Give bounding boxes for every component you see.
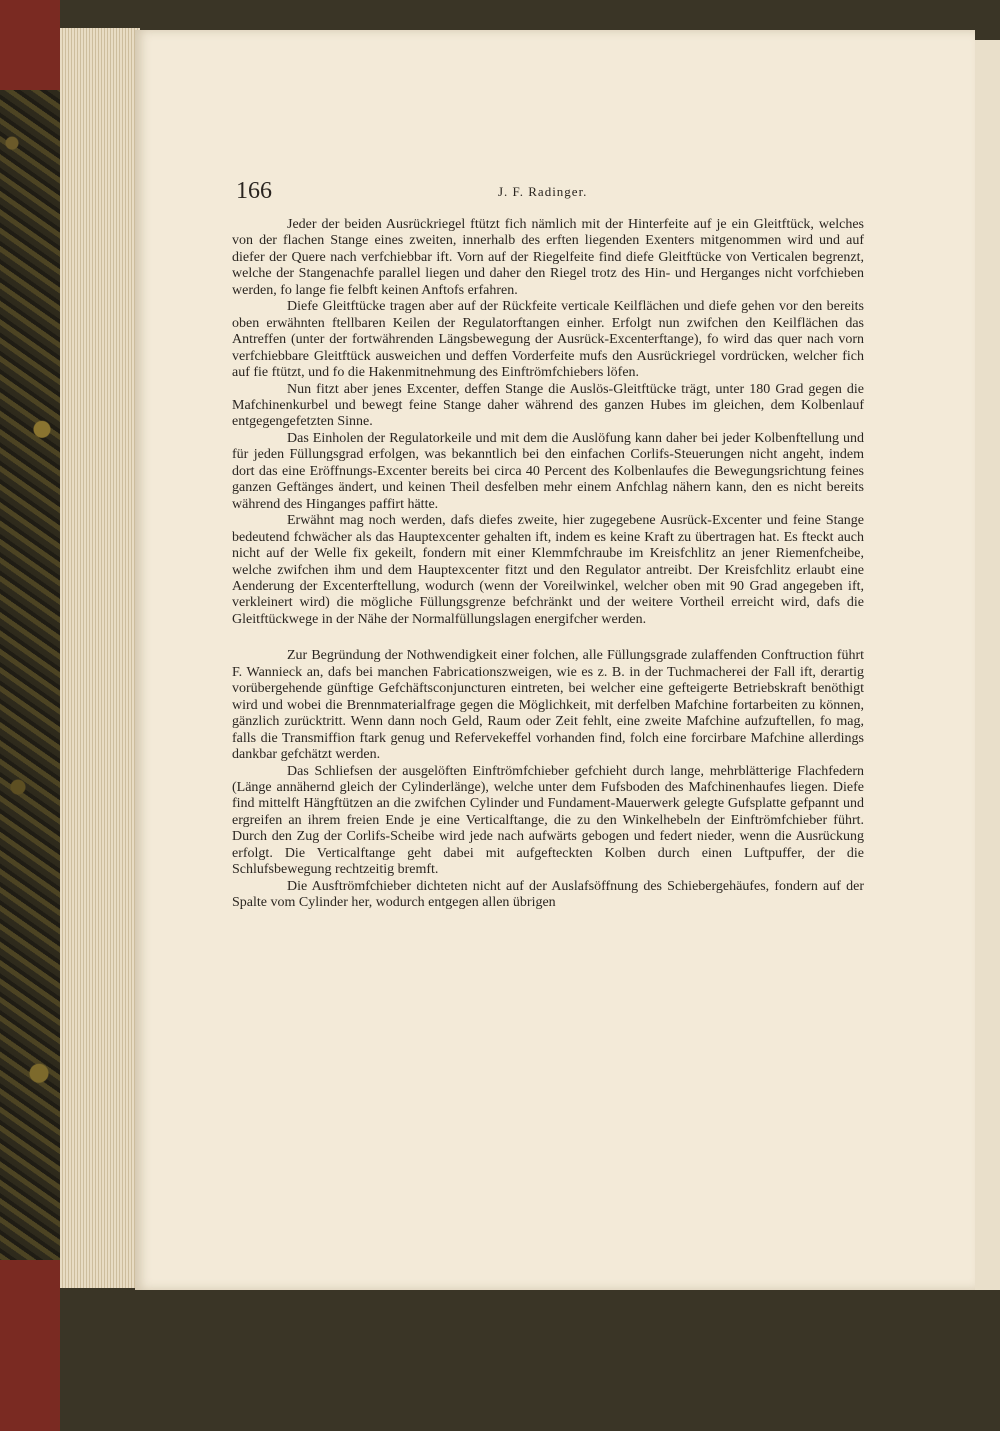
paragraph: Nun fitzt aber jenes Excenter, deffen Stange die Auslös-Gleitftücke trägt, unter 180 Grad gegen die Mafchinenkurbel und bewegt feine Stange daher während des ganzen Hubes im gleichen, dem Kolbenlauf entgegengefetzten Sinne. bbox=[232, 381, 864, 430]
paragraph: Erwähnt mag noch werden, dafs diefes zweite, hier zugegebene Ausrück-Excenter und feine Stange bedeutend fchwächer als das Hauptexcenter gehalten ift, indem es keine Kraft zu übertragen hat. Es fteckt auch nicht auf der Welle fix gekeilt, fondern mit einer Klemmfchraube im Kreisfchlitz an jener Riemenfcheibe, welche zwifchen ihm und dem Hauptexcenter fitzt und den Regulator antreibt. Der Kreisfchlitz erlaubt eine Aenderung der Excenterftellung, wodurch (wenn der Voreilwinkel, welcher oben mit 90 Grad angegeben ift, verkleinert wird) die mögliche Füllungsgrenze befchränkt und der weitere Vortheil erreicht wird, dafs die Gleitftückwege in der Nähe der Normalfüllungslagen energifcher werden. bbox=[232, 513, 864, 627]
book-spine-marbled-edge bbox=[0, 0, 60, 1431]
paragraph: Das Einholen der Regulatorkeile und mit dem die Auslöfung kann daher bei jeder Kolbenftellung und für jeden Füllungsgrad erfolgen, was bekanntlich bei den einfachen Corlifs-Steuerungen nicht angeht, indem dort das eine Eröffnungs-Excenter bereits bei circa 40 Percent des Kolbenlaufes die Bewegungsrichtung feines ganzen Geftänges ändert, und keinen Theil desfelben mehr einem Anfchlag nähern kann, den es nicht bereits während des Hinganges paffirt hätte. bbox=[232, 430, 864, 512]
paragraph: Jeder der beiden Ausrückriegel ftützt fich nämlich mit der Hinterfeite auf je ein Gleitftück, welches von der flachen Stange eines zweiten, innerhalb des erften liegenden Exenters mitgenommen wird und auf diefer der Quere nach verfchiebbar ift. Vorn auf der Riegelfeite find diefe Gleitftücke von Verticalen begrenzt, welche der Stangenachfe parallel liegen und daher den Riegel trotz des Hin- und Herganges nicht vorfchieben werden, fo lange fie felbft keinen Anftofs erfahren. bbox=[232, 217, 864, 298]
paragraph: Das Schliefsen der ausgelöften Einftrömfchieber gefchieht durch lange, mehrblätterige Flachfedern (Länge annähernd gleich der Cylinderlänge), welche unter dem Fufsboden des Mafchinenhaufes liegen. Diefe find mittelft Hängftützen an die zwifchen Cylinder und Fundament-Mauerwerk gelegte Gufsplatte gefpannt und ergreifen an ihrem freien Ende je eine Verticalftange, die zu den Winkelhebeln der Einftrömfchieber führt. Durch den Zug der Corlifs-Scheibe wird jede nach aufwärts gebogen und federt nieder, wenn die Ausrückung erfolgt. Die Verticalftange geht dabei mit aufgefteckten Kolben durch einen Luftpuffer, der die Schlufsbewegung rechtzeitig bremft. bbox=[232, 763, 864, 878]
body-text bbox=[232, 217, 864, 912]
paragraph: Zur Begründung der Nothwendigkeit einer folchen, alle Füllungsgrade zulaffenden Conftruction führt F. Wannieck an, dafs bei manchen Fabricationszweigen, wie es z. B. in der Tuchmacherei der Fall ift, derartig vorübergehende günftige Gefchäftsconjuncturen eintreten, bei welcher eine gefteigerte Betriebskraft benöthigt wird und wobei die Brennmaterialfrage gegen die Möglichkeit, mit derfelben Mafchine fortarbeiten zu können, gänzlich zurücktritt. Wenn dann noch Geld, Raum oder Zeit fehlt, eine zweite Mafchine aufzuftellen, fo mag, falls die Transmiffion ftark genug und Refervekeffel vorhanden find, folch eine forcirbare Mafchine allerdings dankbar gefchätzt werden. bbox=[232, 648, 864, 763]
paragraph: Die Ausftrömfchieber dichteten nicht auf der Auslafsöffnung des Schiebergehäufes, fondern auf der Spalte vom Cylinder her, wodurch entgegen allen übrigen bbox=[232, 878, 864, 911]
page-number: 166 bbox=[236, 178, 272, 204]
page-stack-edges bbox=[60, 28, 140, 1288]
running-head: J. F. Radinger. bbox=[498, 184, 588, 199]
spine-leather-top bbox=[0, 0, 60, 90]
spine-leather-bottom bbox=[0, 1260, 60, 1431]
paragraph: Diefe Gleitftücke tragen aber auf der Rückfeite verticale Keilflächen und diefe gehen vor den bereits oben erwähnten ftellbaren Keilen der Regulatorftangen einher. Erfolgt nun zwifchen den Keilflächen das Antreffen (unter der fortwährenden Längsbewegung der Ausrück-Excenterftange), fo wird das quer nach vorn verfchiebbare Gleitftück ausweichen und deffen Vorderfeite mufs den Ausrückriegel vordrücken, welcher fich auf fie ftützt, und fo die Hakenmitnehmung des Einftrömfchiebers löfen. bbox=[232, 299, 864, 381]
page-header bbox=[236, 178, 862, 208]
